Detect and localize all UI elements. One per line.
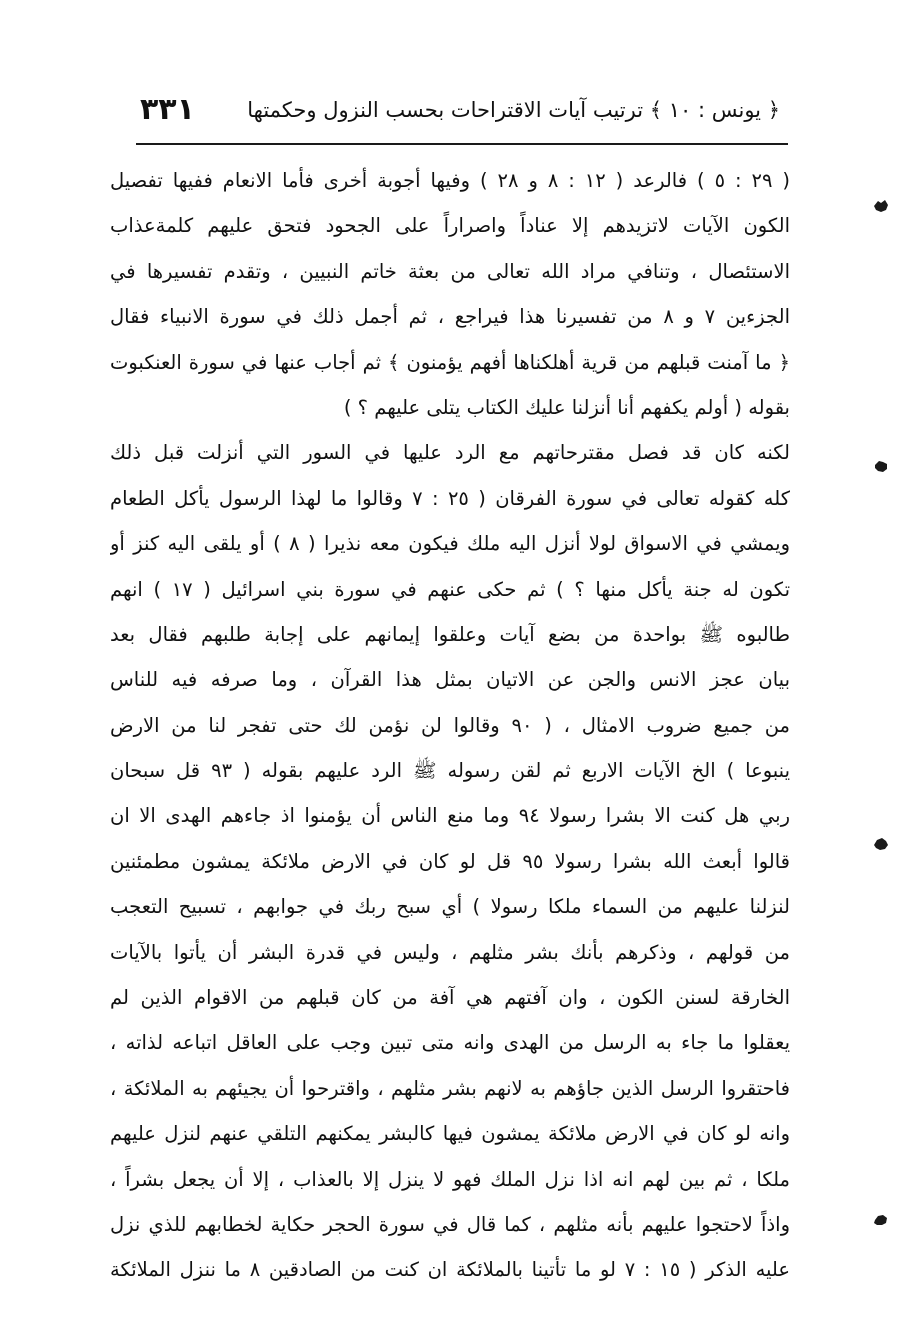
text-line: كله كقوله تعالى في سورة الفرقان ( ٢٥ : ٧ وقالوا ما لهذا الرسول يأكل الطعام (110, 486, 790, 510)
text-line: وانه لو كان في الارض ملائكة يمشون فيها كالبشر يمكنهم التلقي عنهم لنزل عليهم (110, 1122, 790, 1146)
binding-hole-mark (872, 198, 890, 214)
binding-hole-mark (872, 458, 890, 474)
text-line: ﴿ ما آمنت قبلهم من قرية أهلكناها أفهم يؤمنون ﴾ ثم أجاب عنها في سورة العنكبوت (110, 350, 790, 374)
text-line: طالبوه ﷺ بواحدة من بضع آيات وعلقوا إيمانهم على إجابة طلبهم فقال بعد (110, 622, 790, 646)
page-header (140, 92, 780, 134)
text-line: واذاً لاحتجوا عليهم بأنه مثلهم ، كما قال في سورة الحجر حكاية لخطابهم للذي نزل (110, 1212, 790, 1236)
text-line: الاستئصال ، وتنافي مراد الله تعالى من بعثة خاتم النبيين ، وتقدم تفسيرها في (110, 259, 790, 283)
text-line: بيان عجز الانس والجن عن الاتيان بمثل هذا القرآن ، وما صرفه فيه للناس (110, 668, 790, 692)
text-line: الكون الآيات لاتزيدهم إلا عناداً واصراراً على الجحود فتحق عليهم كلمةعذاب (110, 214, 790, 238)
text-line: من قولهم ، وذكرهم بأنك بشر مثلهم ، وليس في قدرة البشر أن يأتوا بالآيات (110, 940, 790, 964)
text-line: قالوا أبعث الله بشرا رسولا ٩٥ قل لو كان في الارض ملائكة يمشون مطمئنين (110, 849, 790, 873)
page-number: ٣٣١ (140, 92, 195, 127)
text-line: عليه الذكر ( ١٥ : ٧ لو ما تأتينا بالملائكة ان كنت من الصادقين ٨ ما ننزل الملائكة (110, 1258, 790, 1282)
binding-hole-mark (872, 1212, 890, 1228)
text-line: ربي هل كنت الا بشرا رسولا ٩٤ وما منع الناس أن يؤمنوا اذ جاءهم الهدى الا ان (110, 804, 790, 828)
text-line: تكون له جنة يأكل منها ؟ ) ثم حكى عنهم في سورة بني اسرائيل ( ١٧ ) انهم (110, 577, 790, 601)
text-line: الخارقة لسنن الكون ، وان آفتهم هي آفة من كان قبلهم من الاقوام الذين لم (110, 986, 790, 1010)
header-rule (136, 143, 788, 145)
text-line: ويمشي في الاسواق لولا أنزل اليه ملك فيكون معه نذيرا ( ٨ ) أو يلقى اليه كنز أو (110, 532, 790, 556)
text-line: ينبوعا ) الخ الآيات الاربع ثم لقن رسوله ﷺ الرد عليهم بقوله ( ٩٣ قل سبحان (110, 759, 790, 783)
binding-hole-mark (872, 836, 890, 852)
text-line: بقوله ( أولم يكفهم أنا أنزلنا عليك الكتاب يتلى عليهم ؟ ) (343, 395, 790, 419)
text-line: ( ٢٩ : ٥ ) فالرعد ( ١٢ : ٨ و ٢٨ ) وفيها أجوبة أخرى فأما الانعام ففيها تفصيل (110, 169, 790, 192)
text-line: يعقلوا ما جاء به الرسل من الهدى وانه متى تبين وجب على العاقل اتباعه لذاته ، (110, 1031, 790, 1055)
running-title: ﴿ يونس : ١٠ ﴾ ترتيب آيات الاقتراحات بحسب النزول وحكمتها (247, 98, 780, 122)
text-line: الجزءين ٧ و ٨ من تفسيرنا هذا فيراجع ، ثم أجمل ذلك في سورة الانبياء فقال (110, 305, 790, 329)
text-line: لنزلنا عليهم من السماء ملكا رسولا ) أي سبح ربك في جوابهم ، تسبيح التعجب (110, 895, 790, 919)
text-line: من جميع ضروب الامثال ، ( ٩٠ وقالوا لن نؤمن لك حتى تفجر لنا من الارض (110, 713, 790, 737)
text-line: فاحتقروا الرسل الذين جاؤهم به لانهم بشر مثلهم ، واقترحوا أن يجيئهم به الملائكة ، (110, 1076, 790, 1100)
body-text (110, 158, 790, 1293)
text-line: لكنه كان قد فصل مقترحاتهم مع الرد عليها في السور التي أنزلت قبل ذلك (110, 441, 790, 465)
text-line: ملكا ، ثم بين لهم انه اذا نزل الملك فهو لا ينزل إلا بالعذاب ، إلا أن يجعل بشراً ، (110, 1167, 790, 1191)
